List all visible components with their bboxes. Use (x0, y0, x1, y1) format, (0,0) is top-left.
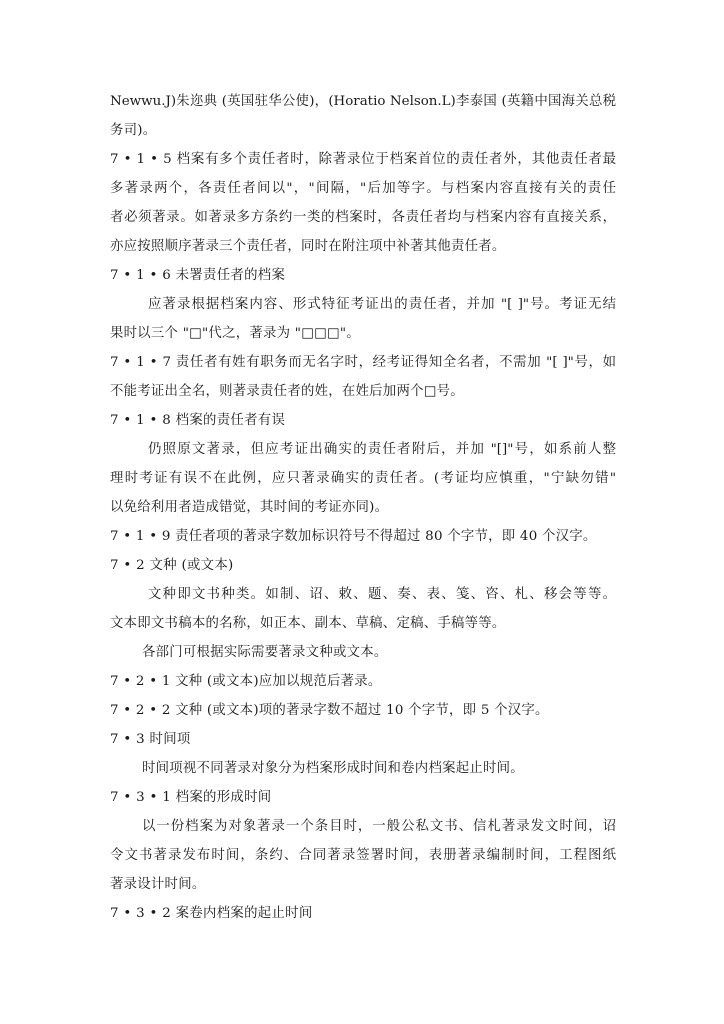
text-line: 文本即文书稿本的名称，如正本、副本、草稿、定稿、手稿等等。 (110, 616, 506, 631)
text-line: 应著录根据档案内容、形式特征考证出的责任者，并加 "[ ]"号。考证无结 (148, 297, 616, 312)
clause-7-1-5: 7 • 1 • 5 档案有多个责任者时，除著录位于档案首位的责任者外，其他责任者最 (110, 152, 616, 167)
text-line: 著录设计时间。 (110, 877, 206, 892)
text-line: 以免给利用者造成错觉，其时间的考证亦同)。 (110, 500, 389, 515)
clause-7-1-7: 7 • 1 • 7 责任者有姓有职务而无名字时，经考证得知全名者，不需加 "[ ]"号，如 (110, 355, 616, 370)
text-line: 令文书著录发布时间，条约、合同著录签署时间，表册著录编制时间，工程图纸 (110, 848, 616, 863)
text-line: 者必须著录。如著录多方条约一类的档案时，各责任者均与档案内容有直接关系， (110, 210, 616, 225)
text-line: 亦应按照顺序著录三个责任者，同时在附注项中补著其他责任者。 (110, 239, 506, 254)
heading-7-2: 7 • 2 文种 (或文本) (110, 558, 234, 573)
text-line: 文种即文书种类。如制、诏、敕、题、奏、表、笺、咨、札、移会等等。 (148, 587, 616, 602)
text-line: 务司)。 (110, 123, 157, 138)
text-line: 时间项视不同著录对象分为档案形成时间和卷内档案起止时间。 (142, 761, 524, 776)
text-line: 理时考证有误不在此例，应只著录确实的责任者。(考证均应慎重，"宁缺勿错" (110, 471, 616, 486)
text-line: 各部门可根据实际需要著录文种或文本。 (142, 645, 388, 660)
heading-7-3: 7 • 3 时间项 (110, 732, 191, 747)
text-line: 多著录两个，各责任者间以"，"间隔，"后加等字。与档案内容直接有关的责任 (110, 181, 616, 196)
text-line: 以一份档案为对象著录一个条目时，一般公私文书、信札著录发文时间，诏 (142, 819, 616, 834)
heading-7-1-8: 7 • 1 • 8 档案的责任者有误 (110, 413, 286, 428)
heading-7-3-1: 7 • 3 • 1 档案的形成时间 (110, 790, 272, 805)
clause-7-1-9: 7 • 1 • 9 责任者项的著录字数加标识符号不得超过 80 个字节，即 40 个汉字。 (110, 529, 597, 544)
heading-7-1-6: 7 • 1 • 6 未署责任者的档案 (110, 268, 286, 283)
text-line: Newwu.J)朱迩典 (英国驻华公使)，(Horatio Nelson.L)李泰国 (英籍中国海关总税 (110, 94, 616, 109)
heading-7-3-2: 7 • 3 • 2 案卷内档案的起止时间 (110, 906, 313, 921)
text-line: 果时以三个 "□"代之，著录为 "□□□"。 (110, 326, 360, 341)
clause-7-2-2: 7 • 2 • 2 文种 (或文本)项的著录字数不超过 10 个字节，即 5 个汉字。 (110, 703, 549, 718)
text-line: 不能考证出全名，则著录责任者的姓，在姓后加两个□号。 (110, 384, 464, 399)
clause-7-2-1: 7 • 2 • 1 文种 (或文本)应加以规范后著录。 (110, 674, 382, 689)
text-line: 仍照原文著录，但应考证出确实的责任者附后，并加 "[]"号，如系前人整 (148, 442, 616, 457)
